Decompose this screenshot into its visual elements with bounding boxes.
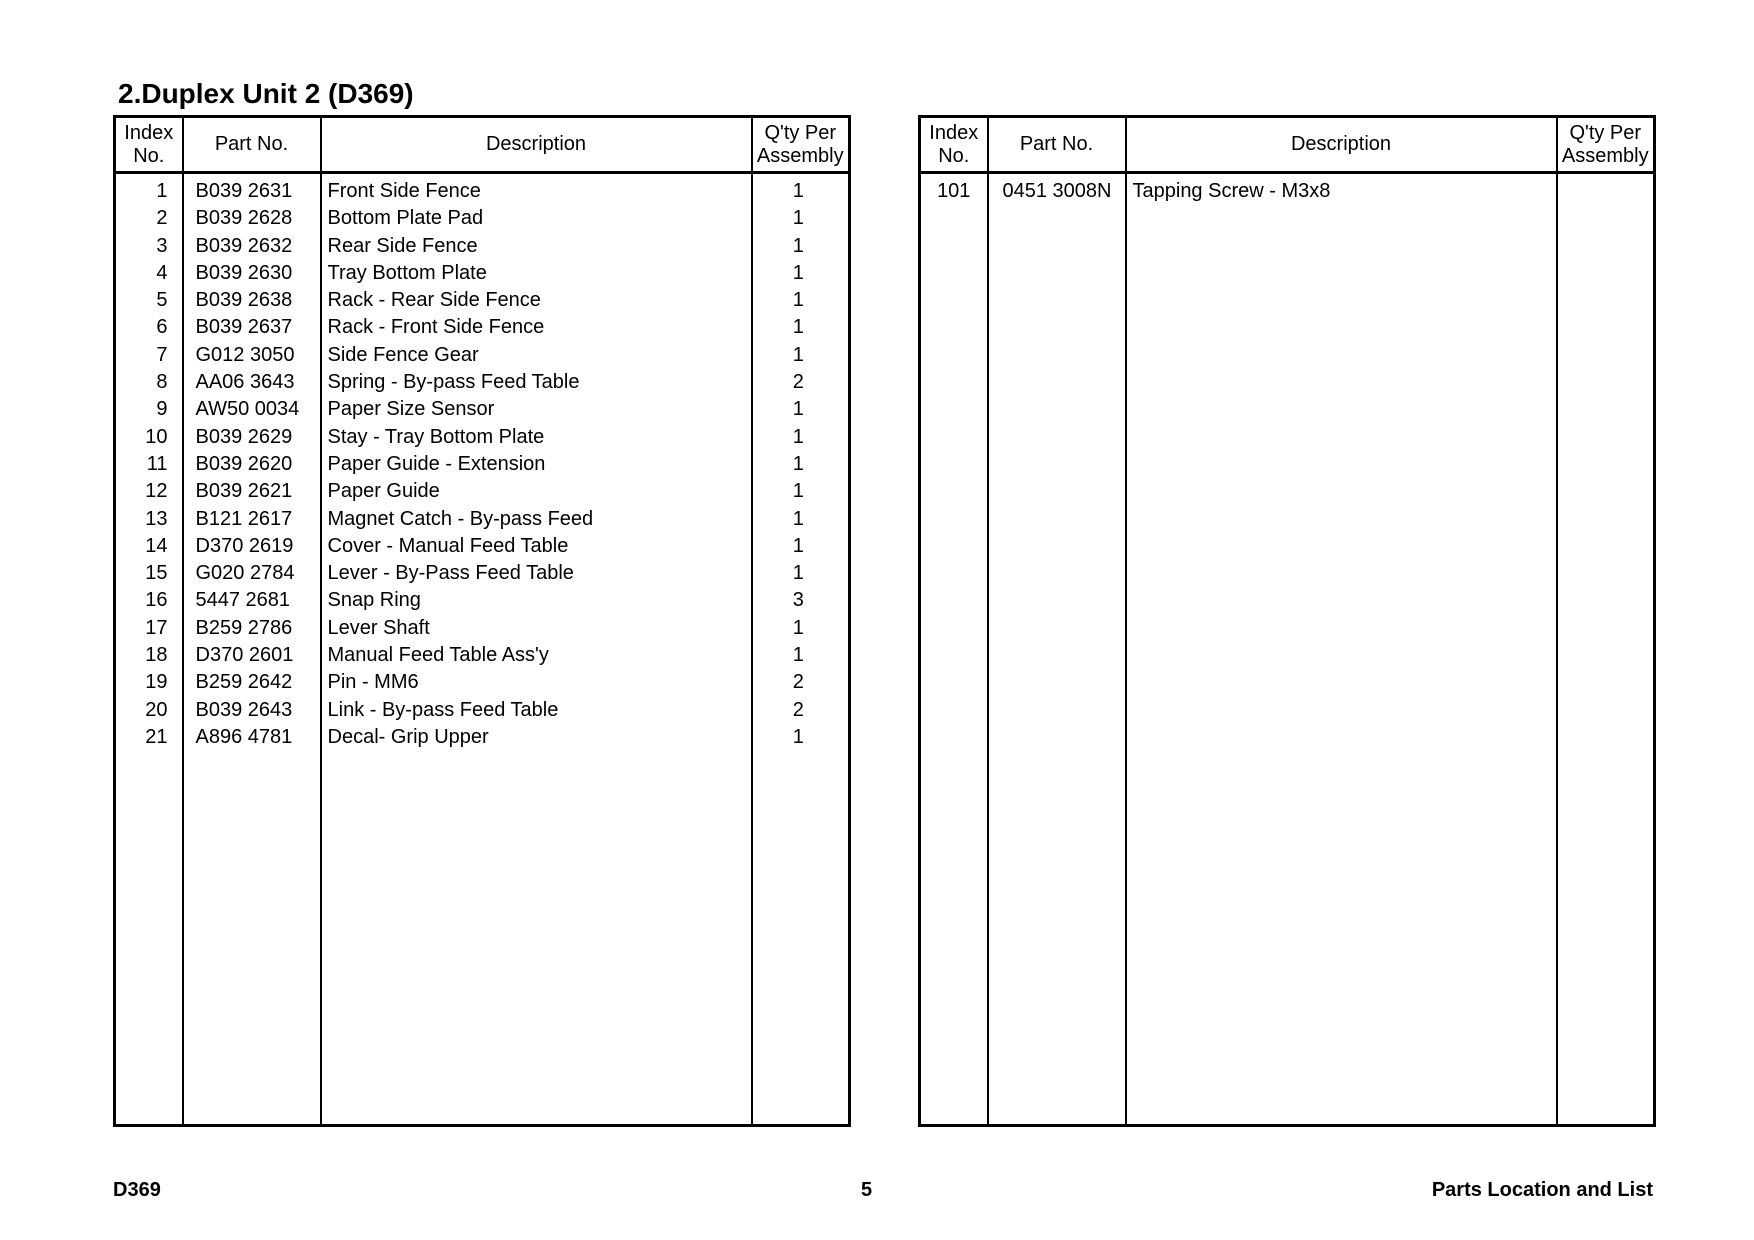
part-no-cell: 5447 2681 <box>183 587 321 614</box>
index-no-header: Index No. <box>115 117 183 173</box>
part-no-cell: 0451 3008N <box>988 173 1126 206</box>
description-cell: Rack - Front Side Fence <box>321 314 752 341</box>
part-no-cell: B039 2637 <box>183 314 321 341</box>
index-cell: 15 <box>115 560 183 587</box>
part-no-cell: B039 2631 <box>183 173 321 206</box>
qty-cell: 1 <box>752 615 850 642</box>
part-no-cell: B259 2786 <box>183 615 321 642</box>
index-cell: 17 <box>115 615 183 642</box>
part-no-cell: B039 2621 <box>183 478 321 505</box>
index-cell: 19 <box>115 669 183 696</box>
table-row <box>115 173 850 206</box>
table-row <box>115 369 850 396</box>
table-row <box>115 424 850 451</box>
part-no-cell: G020 2784 <box>183 560 321 587</box>
description-cell: Lever Shaft <box>321 615 752 642</box>
table-row <box>115 724 850 751</box>
part-no-cell: B039 2632 <box>183 233 321 260</box>
qty-cell: 1 <box>752 342 850 369</box>
part-no-cell: B039 2628 <box>183 205 321 232</box>
description-cell: Spring - By-pass Feed Table <box>321 369 752 396</box>
table-row <box>115 396 850 423</box>
qty-cell: 1 <box>752 451 850 478</box>
empty-cell <box>115 751 183 1125</box>
description-cell: Stay - Tray Bottom Plate <box>321 424 752 451</box>
part-no-cell: G012 3050 <box>183 342 321 369</box>
index-cell: 1 <box>115 173 183 206</box>
table-filler-row <box>115 751 850 1125</box>
table-row <box>115 615 850 642</box>
part-no-cell: D370 2619 <box>183 533 321 560</box>
description-cell: Decal- Grip Upper <box>321 724 752 751</box>
qty-cell: 1 <box>752 260 850 287</box>
empty-cell <box>1126 205 1557 1125</box>
index-cell: 5 <box>115 287 183 314</box>
qty-cell: 1 <box>752 173 850 206</box>
qty-cell: 1 <box>752 314 850 341</box>
description-cell: Snap Ring <box>321 587 752 614</box>
description-cell: Paper Size Sensor <box>321 396 752 423</box>
qty-cell: 1 <box>752 478 850 505</box>
table-row <box>115 451 850 478</box>
qty-cell: 1 <box>752 506 850 533</box>
index-cell: 18 <box>115 642 183 669</box>
table-header-row <box>920 117 1655 173</box>
description-cell: Magnet Catch - By-pass Feed <box>321 506 752 533</box>
description-cell: Paper Guide <box>321 478 752 505</box>
description-header: Description <box>1126 117 1557 173</box>
parts-table-left <box>113 115 851 1127</box>
table-row <box>115 342 850 369</box>
index-cell: 21 <box>115 724 183 751</box>
table-row <box>115 260 850 287</box>
index-cell: 11 <box>115 451 183 478</box>
description-cell: Manual Feed Table Ass'y <box>321 642 752 669</box>
qty-per-assembly-header: Q'ty Per Assembly <box>1557 117 1655 173</box>
description-cell: Tapping Screw - M3x8 <box>1126 173 1557 206</box>
qty-cell: 1 <box>752 396 850 423</box>
qty-cell: 2 <box>752 669 850 696</box>
footer-section-title: Parts Location and List <box>1431 1179 1653 1201</box>
table-row <box>115 587 850 614</box>
index-cell: 13 <box>115 506 183 533</box>
part-no-cell: B039 2629 <box>183 424 321 451</box>
part-no-cell: B121 2617 <box>183 506 321 533</box>
part-no-cell: B259 2642 <box>183 669 321 696</box>
qty-cell: 1 <box>752 724 850 751</box>
table-row <box>115 233 850 260</box>
part-no-cell: D370 2601 <box>183 642 321 669</box>
table-row <box>115 697 850 724</box>
index-cell: 16 <box>115 587 183 614</box>
description-cell: Link - By-pass Feed Table <box>321 697 752 724</box>
index-cell: 7 <box>115 342 183 369</box>
description-cell: Pin - MM6 <box>321 669 752 696</box>
qty-cell: 1 <box>752 233 850 260</box>
part-no-header: Part No. <box>988 117 1126 173</box>
parts-table-right-body <box>920 173 1655 1126</box>
part-no-cell: B039 2638 <box>183 287 321 314</box>
table-row <box>115 560 850 587</box>
page-number: 5 <box>861 1179 873 1201</box>
index-cell: 14 <box>115 533 183 560</box>
part-no-cell: AA06 3643 <box>183 369 321 396</box>
table-row <box>115 287 850 314</box>
table-row <box>115 506 850 533</box>
part-no-cell: AW50 0034 <box>183 396 321 423</box>
part-no-cell: B039 2630 <box>183 260 321 287</box>
index-cell: 6 <box>115 314 183 341</box>
description-cell: Tray Bottom Plate <box>321 260 752 287</box>
qty-cell: 3 <box>752 587 850 614</box>
table-row <box>115 478 850 505</box>
description-cell: Cover - Manual Feed Table <box>321 533 752 560</box>
description-cell: Rear Side Fence <box>321 233 752 260</box>
qty-cell: 2 <box>752 369 850 396</box>
qty-cell: 1 <box>752 424 850 451</box>
table-row <box>115 669 850 696</box>
table-row <box>115 642 850 669</box>
empty-cell <box>1557 205 1655 1125</box>
part-no-header: Part No. <box>183 117 321 173</box>
description-header: Description <box>321 117 752 173</box>
qty-cell: 2 <box>752 697 850 724</box>
footer-model: D369 <box>113 1179 161 1201</box>
qty-cell: 1 <box>752 533 850 560</box>
index-cell: 101 <box>920 173 988 206</box>
qty-per-assembly-header: Q'ty Per Assembly <box>752 117 850 173</box>
table-row <box>115 533 850 560</box>
description-cell: Side Fence Gear <box>321 342 752 369</box>
index-no-header: Index No. <box>920 117 988 173</box>
index-cell: 4 <box>115 260 183 287</box>
description-cell: Paper Guide - Extension <box>321 451 752 478</box>
description-cell: Rack - Rear Side Fence <box>321 287 752 314</box>
description-cell: Lever - By-Pass Feed Table <box>321 560 752 587</box>
qty-cell: 1 <box>752 287 850 314</box>
index-cell: 3 <box>115 233 183 260</box>
empty-cell <box>752 751 850 1125</box>
index-cell: 20 <box>115 697 183 724</box>
part-no-cell: B039 2643 <box>183 697 321 724</box>
empty-cell <box>920 205 988 1125</box>
qty-cell: 1 <box>752 205 850 232</box>
qty-cell: 1 <box>752 560 850 587</box>
part-no-cell: A896 4781 <box>183 724 321 751</box>
table-filler-row <box>920 205 1655 1125</box>
description-cell: Bottom Plate Pad <box>321 205 752 232</box>
description-cell: Front Side Fence <box>321 173 752 206</box>
parts-table-right <box>918 115 1656 1127</box>
index-cell: 9 <box>115 396 183 423</box>
table-row <box>920 173 1655 206</box>
index-cell: 8 <box>115 369 183 396</box>
part-no-cell: B039 2620 <box>183 451 321 478</box>
empty-cell <box>183 751 321 1125</box>
index-cell: 12 <box>115 478 183 505</box>
index-cell: 2 <box>115 205 183 232</box>
table-row <box>115 314 850 341</box>
empty-cell <box>321 751 752 1125</box>
table-row <box>115 205 850 232</box>
qty-cell <box>1557 173 1655 206</box>
parts-table-left-body <box>115 173 850 1126</box>
index-cell: 10 <box>115 424 183 451</box>
table-header-row <box>115 117 850 173</box>
page-title: 2.Duplex Unit 2 (D369) <box>118 78 414 109</box>
empty-cell <box>988 205 1126 1125</box>
qty-cell: 1 <box>752 642 850 669</box>
